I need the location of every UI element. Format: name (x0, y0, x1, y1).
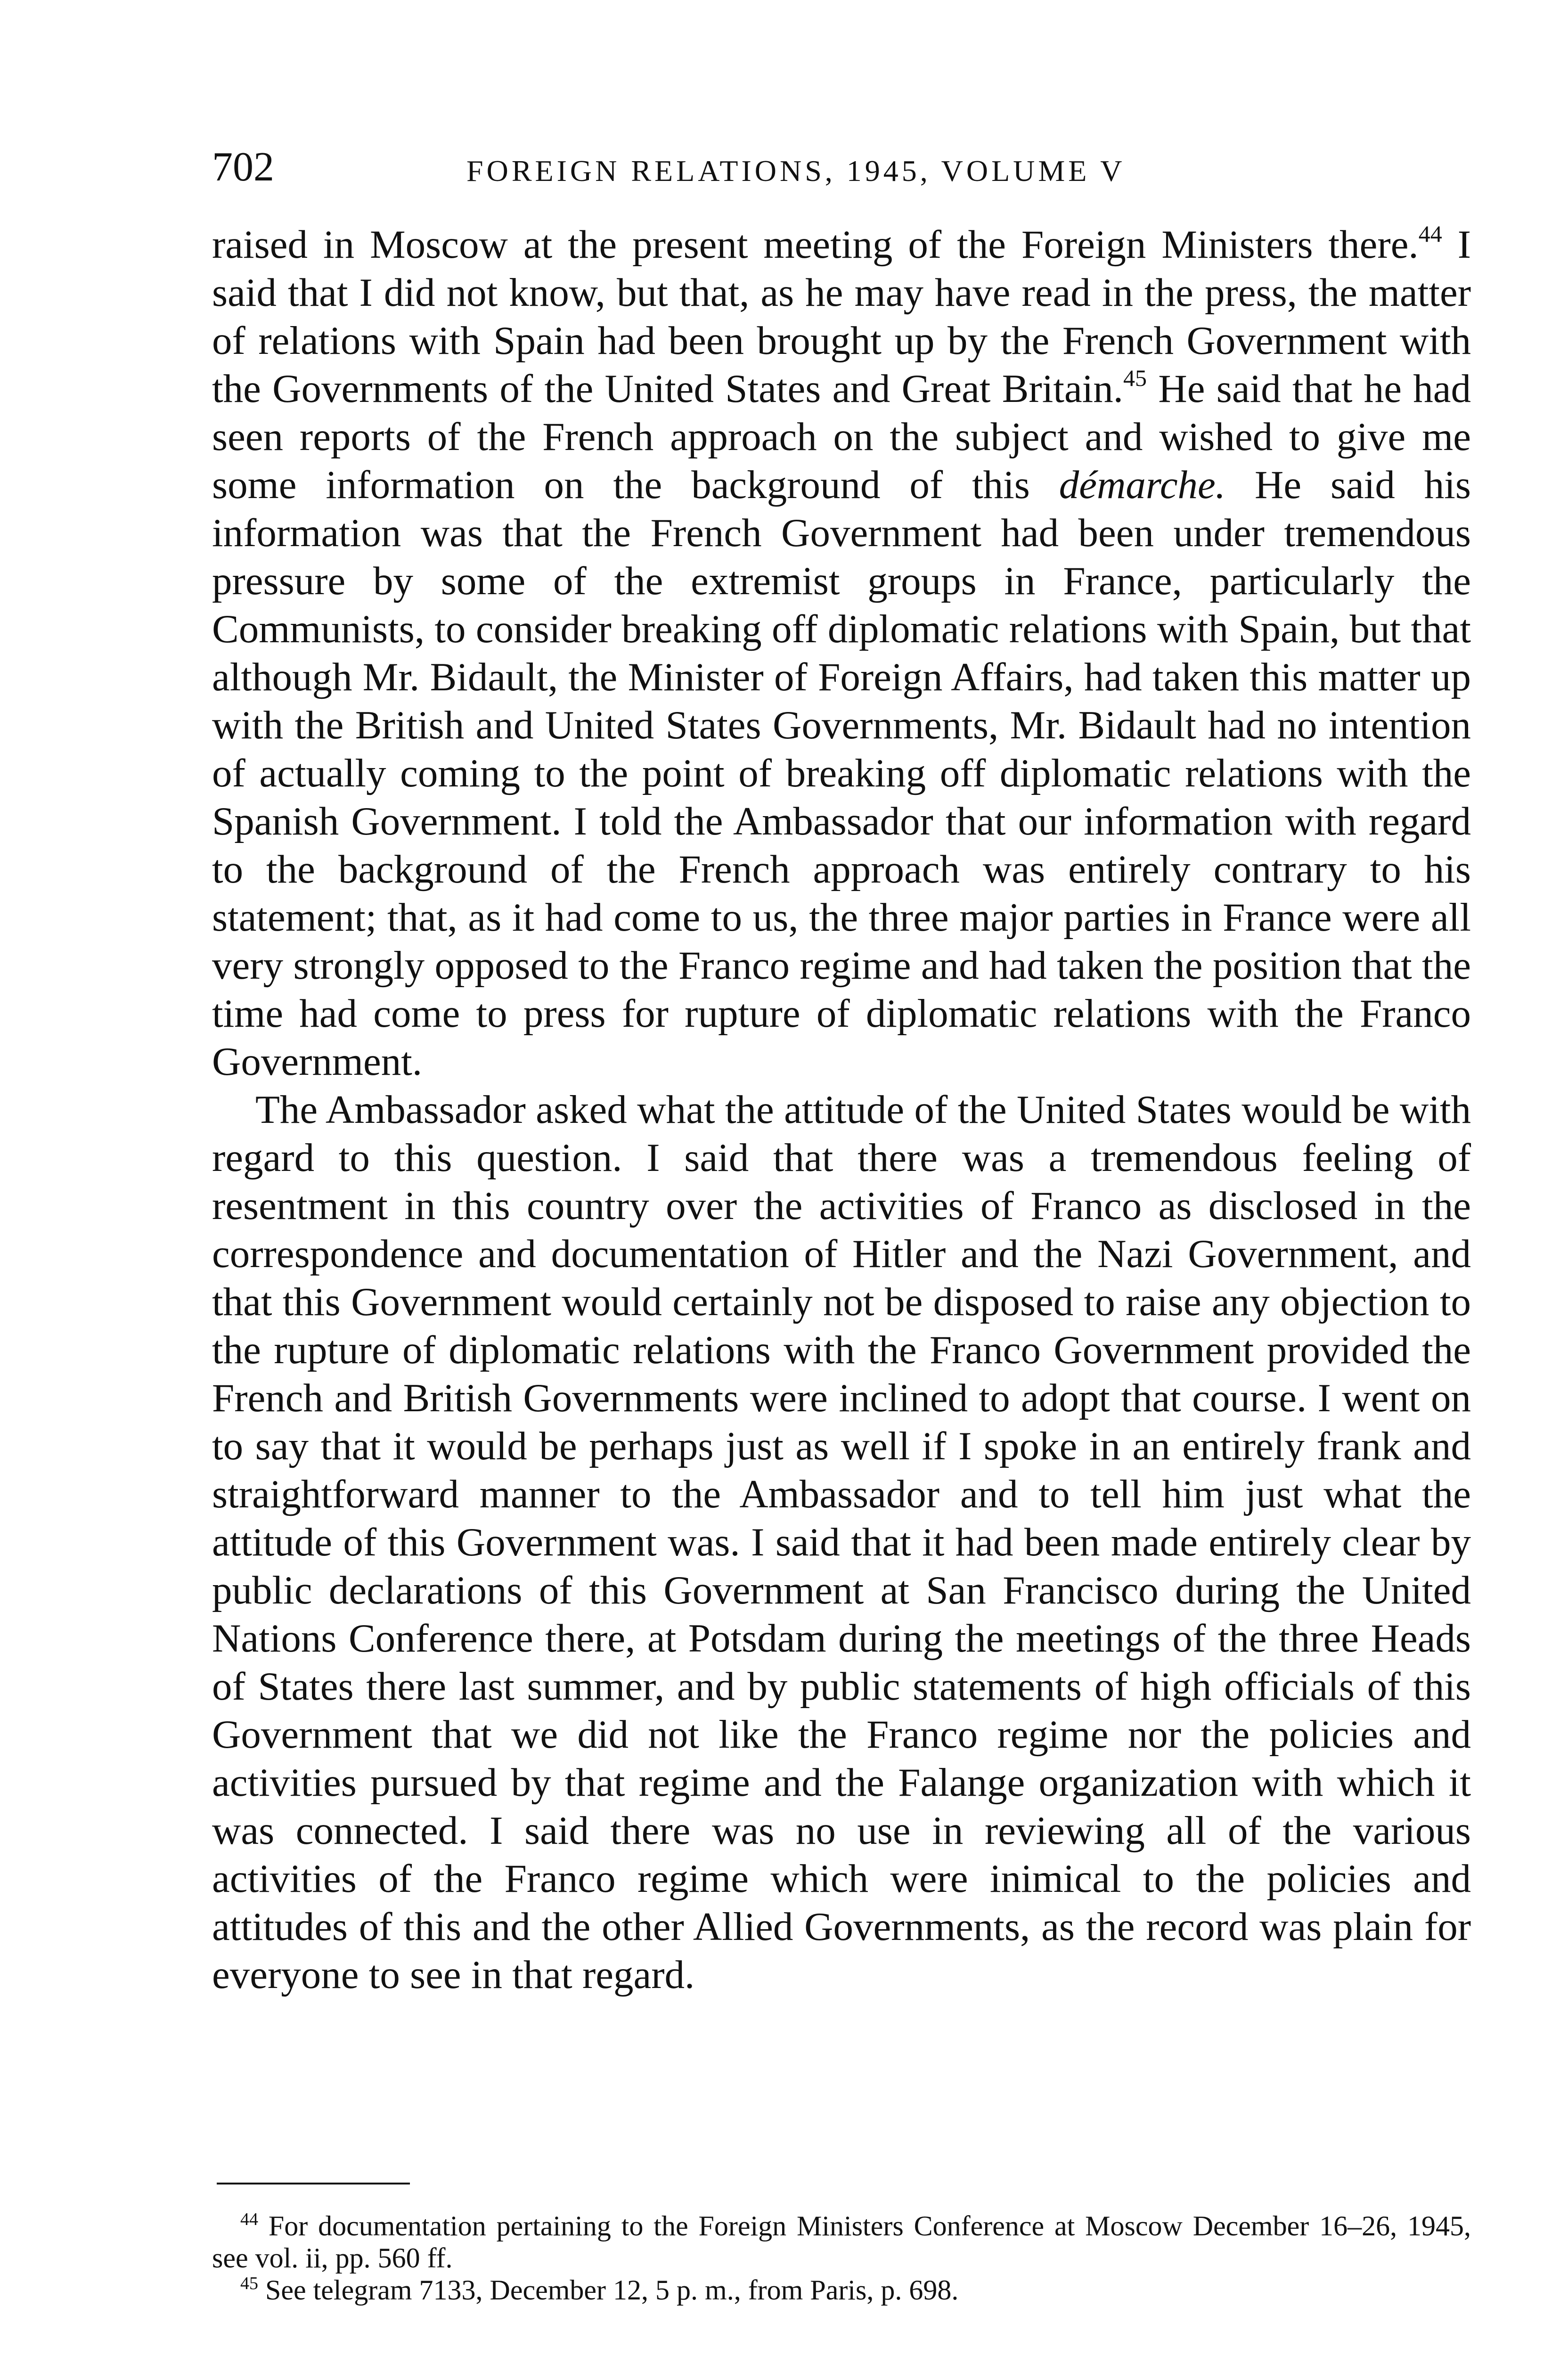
paragraph-2: The Ambassador asked what the attitude of the United States would be with regard to this question. I said that there was a tremendous feeling of resentment in this country over the activities of Franco as disclosed in the correspondence and documentation of Hitler and the Nazi Government, and that this Government would certainly not be disposed to raise any objection to the rupture of diplomatic relations with the Franco Government provided the French and British Governments were inclined to adopt that course. I went on to say that it would be perhaps just as well if I spoke in an entirely frank and straightforward manner to the Ambassador and to tell him just what the attitude of this Government was. I said that it had been made entirely clear by public declarations of this Government at San Francisco during the United Nations Conference there, at Potsdam during the meetings of the three Heads of States there last summer, and by public statements of high officials of this Government that we did not like the Franco regime nor the policies and activities pursued by that regime and the Falange organization with which it was connected. I said there was no use in reviewing all of the various activities of the Franco regime which were inimical to the policies and attitudes of this and the other Allied Governments, as the record was plain for everyone to see in that regard. (212, 1088, 1471, 1997)
footnote-text: For documentation pertaining to the Foreign Ministers Conference at Moscow December 16–26, 1945, see vol. ii, pp. 560 ff. (212, 2210, 1471, 2274)
footnote-marker: 44 (240, 2209, 258, 2229)
paragraph-1-part-c: He said that he had seen reports of the French approach on the subject and wished to give me some information on the background of this (212, 367, 1471, 507)
paragraph-1-part-b: I said that I did not know, but that, as he may have read in the press, the matter of relations with Spain had been brought up by the French Government with the Governments of the United States and Great Britain. (212, 222, 1471, 411)
paragraph-1-part-e: He said his information was that the French Government had been under tremendous pressure by some of the extremist groups in France, particularly the Communists, to consider breaking off diplomatic relations with Spain, but that although Mr. Bidault, the Minister of Foreign Affairs, had taken this matter up with the British and United States Governments, Mr. Bidault had no intention of actually coming to the point of breaking off diplomatic relations with the Spanish Government. I told the Ambassador that our information with regard to the background of the French approach was entirely contrary to his statement; that, as it had come to us, the three major parties in France were all very strongly opposed to the Franco regime and had taken the position that the time had come to press for rupture of diplomatic relations with the Franco Government. (212, 463, 1471, 1084)
paragraph-1-part-a: raised in Moscow at the present meeting of the Foreign Ministers there. (212, 222, 1419, 267)
footnote-45 (212, 2274, 1471, 2306)
page-number: 702 (212, 144, 274, 190)
footnotes (212, 2210, 1471, 2306)
italic-demarche: démarche. (1059, 463, 1226, 507)
running-head (212, 141, 1470, 203)
footnote-ref-44: 44 (1418, 221, 1442, 247)
footnote-marker: 45 (240, 2274, 258, 2293)
footnote-44 (212, 2210, 1471, 2274)
paragraph-1 (212, 221, 1471, 1086)
footnote-divider (217, 2183, 410, 2184)
body-text (212, 221, 1471, 1999)
footnote-text: See telegram 7133, December 12, 5 p. m., from Paris, p. 698. (258, 2274, 959, 2306)
running-title: FOREIGN RELATIONS, 1945, VOLUME V (466, 154, 1126, 188)
footnote-ref-45: 45 (1123, 365, 1147, 391)
